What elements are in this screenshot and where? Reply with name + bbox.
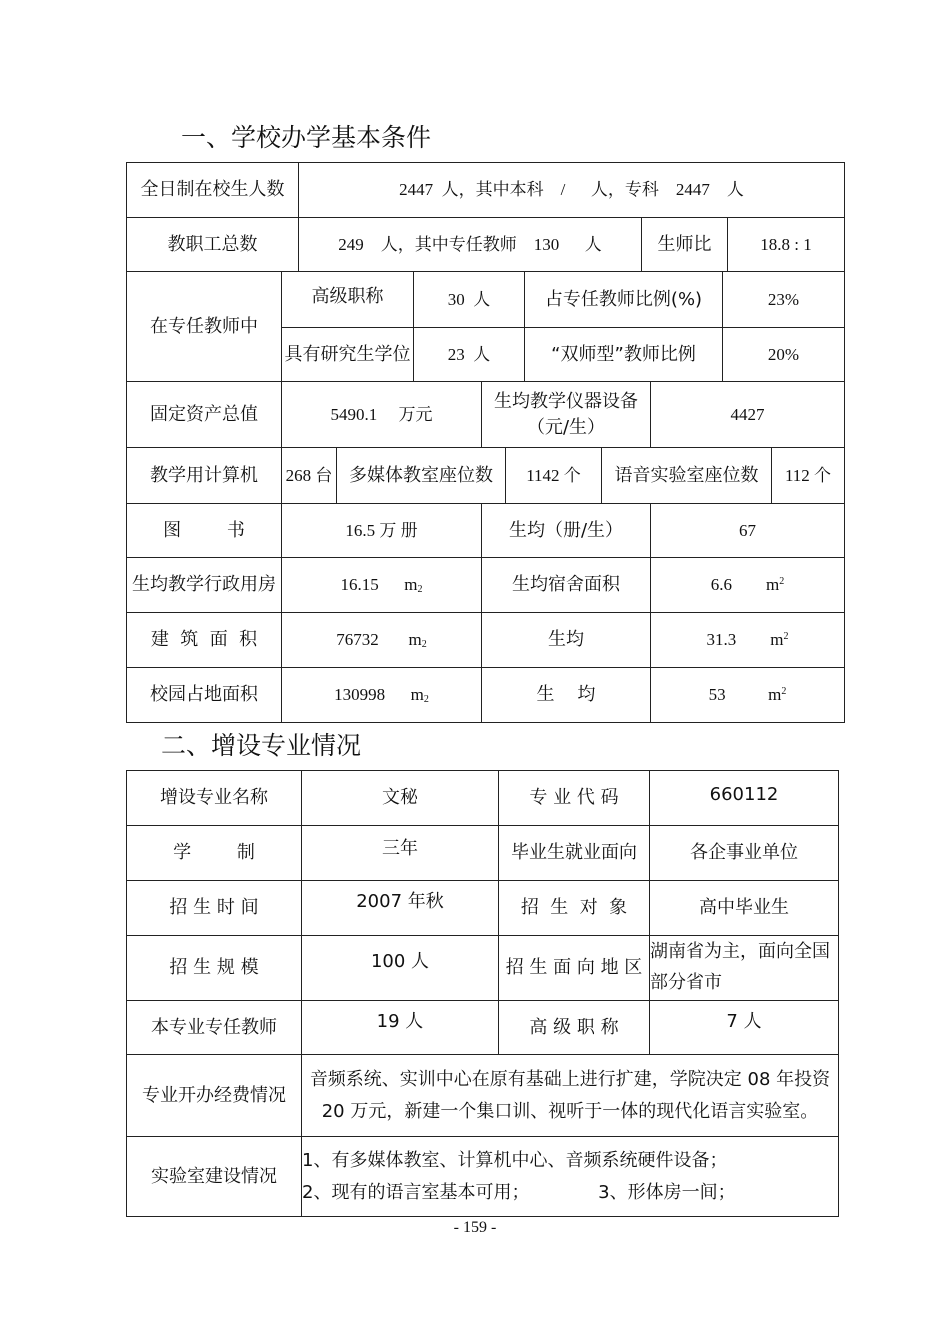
equipment-label: 生均教学仪器设备（元/生） (494, 391, 638, 438)
campus-area-value: 130998 $m_2$ (334, 685, 429, 705)
admin-space-value: 16.15 $m_2$ (340, 575, 423, 595)
books-per-student-label: 生均（册/生） (508, 519, 624, 541)
multimedia-seats-value: 1142 个 (526, 465, 581, 485)
ratio-value: 18.8 : 1 (760, 234, 812, 254)
fulltime-teachers-label: 在专任教师中 (150, 315, 258, 337)
dorm-area-label: 生均宿舍面积 (512, 574, 620, 596)
major-code-value: 660112 (709, 784, 779, 806)
students-value: 2447 人，其中本科 / 人，专科 2447 人 (399, 180, 744, 200)
staff-label: 教职工总数 (167, 233, 258, 255)
books-label: 图 书 (163, 519, 245, 541)
multimedia-seats-label: 多媒体教室座位数 (349, 464, 493, 486)
senior-ratio-value: 23% (767, 289, 800, 309)
major-teachers-value: 19 人 (376, 1011, 424, 1033)
lab-construction-value (302, 1137, 838, 1216)
funding-label: 专业开办经费情况 (142, 1084, 286, 1106)
building-per-student-value: 31.3 $m^2$ (706, 630, 789, 650)
enroll-scale-label: 招 生 规 模 (169, 957, 259, 979)
major-senior-value: 7 人 (726, 1011, 762, 1033)
campus-per-student-value: 53 $m^2$ (708, 685, 787, 705)
campus-per-student-label: 生 均 (536, 684, 596, 706)
building-area-label: 建 筑 面 积 (150, 629, 258, 651)
section1-title: 一、学校办学基本条件 (181, 123, 432, 152)
computers-label: 教学用计算机 (150, 464, 258, 486)
enroll-target-label: 招 生 对 象 (520, 897, 628, 919)
equipment-value: 4427 (730, 404, 765, 424)
major-senior-label: 高 级 职 称 (529, 1016, 619, 1038)
language-lab-seats-label: 语音实验室座位数 (614, 464, 759, 486)
building-per-student-label: 生均 (548, 629, 584, 651)
students-label: 全日制在校生人数 (140, 179, 285, 201)
employment-value: 各企事业单位 (690, 842, 798, 864)
lab-line-1: 1、有多媒体教室、计算机中心、音频系统硬件设备； (302, 1150, 728, 1171)
campus-area-label: 校园占地面积 (150, 684, 258, 706)
major-teachers-label: 本专业专任教师 (151, 1016, 277, 1038)
postgrad-label: 具有研究生学位 (284, 343, 411, 365)
dual-teacher-label: “双师型”教师比例 (551, 343, 696, 365)
admin-space-label: 生均教学行政用房 (132, 574, 276, 596)
senior-ratio-label: 占专任教师比例(%) (544, 288, 703, 310)
enroll-region-value: 湖南省为主，面向全国部分省市 (650, 941, 830, 993)
enroll-scale-value: 100 人 (370, 951, 430, 973)
staff-value: 249 人，其中专任教师 130 人 (338, 234, 602, 254)
enroll-target-value: 高中毕业生 (699, 897, 789, 919)
assets-label: 固定资产总值 (150, 403, 258, 425)
major-code-label: 专 业 代 码 (529, 787, 619, 809)
lab-line-2: 2、现有的语言室基本可用； 3、形体房一间； (302, 1181, 736, 1203)
dorm-area-value: 6.6 $m^2$ (710, 575, 785, 595)
section2-title: 二、增设专业情况 (161, 731, 362, 760)
enroll-time-label: 招 生 时 间 (169, 897, 259, 919)
enroll-time-value: 2007 年秋 (356, 891, 444, 913)
enroll-region-label: 招 生 面 向 地 区 (505, 957, 643, 979)
lab-construction-label: 实验室建设情况 (151, 1165, 277, 1187)
duration-label: 学 制 (173, 842, 255, 864)
assets-value: 5490.1 万元 (330, 404, 433, 424)
senior-title-label: 高级职称 (311, 286, 384, 307)
funding-value: 音频系统、实训中心在原有基础上进行扩建，学院决定 08 年投资 20 万元，新建一个集口训、视听于一体的现代化语言实验室。 (309, 1069, 831, 1122)
senior-title-value: 30 人 (447, 289, 491, 309)
duration-value: 三年 (382, 838, 418, 860)
postgrad-value: 23 人 (447, 344, 491, 364)
major-name-label: 增设专业名称 (160, 787, 268, 809)
language-lab-seats-value: 112 个 (784, 465, 832, 485)
building-area-value: 76732 $m_2$ (336, 630, 427, 650)
page-number: - 159 - (453, 1219, 497, 1236)
ratio-label: 生师比 (657, 233, 712, 255)
computers-value: 268 台 (285, 465, 333, 485)
books-value: 16.5 万 册 (345, 520, 418, 540)
major-name-value: 文秘 (382, 787, 418, 809)
books-per-student-value: 67 (739, 520, 756, 540)
dual-teacher-value: 20% (767, 344, 800, 364)
employment-label: 毕业生就业面向 (511, 842, 637, 864)
